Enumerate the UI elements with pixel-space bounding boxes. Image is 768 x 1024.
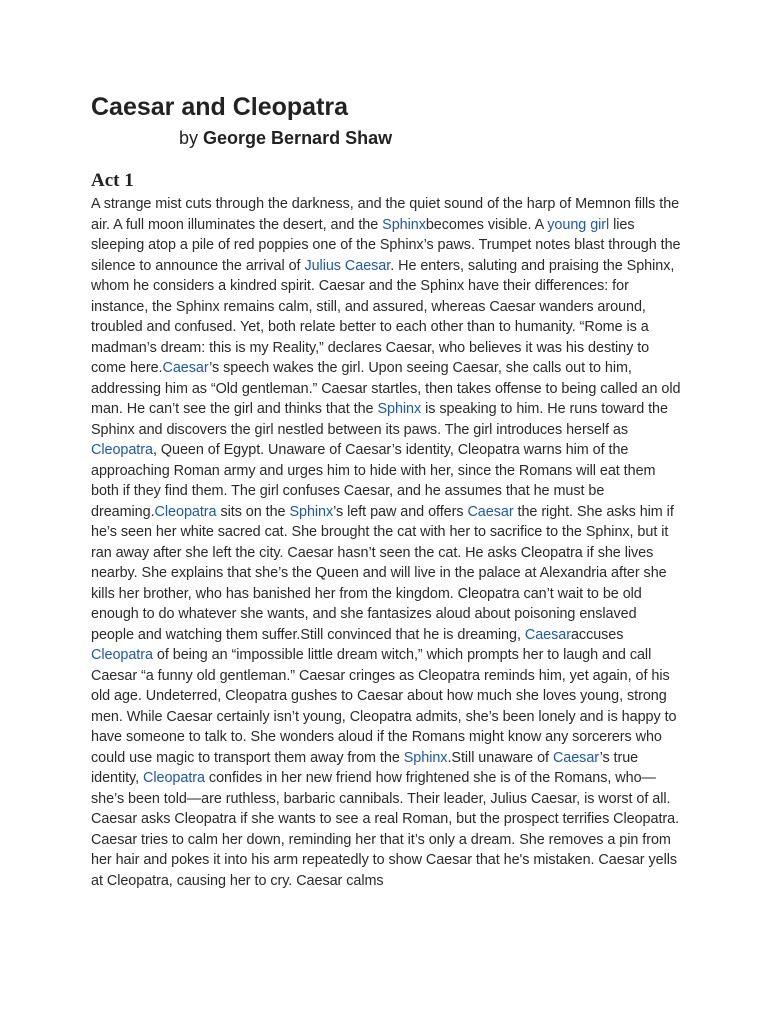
section-heading: Act 1 <box>91 170 134 191</box>
inline-link[interactable]: Caesar <box>552 749 600 766</box>
body-text-segment: becomes visible. A <box>425 216 548 233</box>
body-text-segment: confides in her new friend how frightened she is of the Romans, who—she’s been told—are ruthless, barbaric cannibals. Their leader, Julius Caesar, is worst of all. Caesar asks Cleopatra if she wants to see a real Roman, but the prospect terrifies Cleopatra. Caesar tries to calm her down, reminding her that it’s only a dream. She removes a pin from her hair and pokes it into his arm repeatedly to show Caesar that he's mistaken. Caesar yells at Cleopatra, causing her to cry. Caesar calms <box>91 770 680 889</box>
inline-link[interactable]: Sphinx <box>289 503 334 520</box>
body-text-segment: accuses <box>570 626 624 643</box>
body-text-segment: .Still unaware of <box>447 749 553 766</box>
inline-link[interactable]: Sphinx <box>382 216 426 233</box>
body-text-segment: sits on the <box>216 503 290 520</box>
body-paragraph <box>91 194 681 891</box>
body-text-segment: of being an “impossible little dream witch,” which prompts her to laugh and call Caesar “a funny old gentleman.” Caesar cringes as Cleopatra reminds him, yet again, of his old age. Undeterred, Cleopatra gushes to Caesar about how much she loves young, strong men. While Caesar certainly isn’t young, Cleopatra admits, she’s been lonely and is happy to have someone to talk to. She wonders aloud if the Romans might know any sorcerers who could use magic to transport them away from the <box>91 647 677 766</box>
body-text-segment: ’s speech wakes the girl. Upon seeing Caesar, she calls out to him, addressing him as “Old gentleman.” Caesar startles, then takes offense to being called an old man. He can’t see the girl and thinks that the <box>91 360 681 417</box>
body-text-segment: A strange mist cuts through the darkness, and the quiet sound of the harp of Memnon fills the air. A full moon illuminates the desert, and the <box>91 196 680 233</box>
body-text-segment: ’s left paw and offers <box>333 503 468 520</box>
inline-link[interactable]: Caesar <box>467 503 514 520</box>
body-text-segment: lies sleeping atop a pile of red poppies one of the Sphinx’s paws. Trumpet notes blast through the silence to announce the arrival of <box>91 216 681 274</box>
body-text-segment: . He enters, saluting and praising the Sphinx, whom he considers a kindred spirit. Caesar and the Sphinx have their differences: for instance, the Sphinx remains calm, still, and assured, whereas Caesar wanders around, troubled and confused. Yet, both relate better to each other than to humanity. “Rome is a madman’s dream: this is my Reality,” declares Caesar, who believes it was his destiny to come here. <box>91 257 675 376</box>
document-page <box>91 92 681 891</box>
inline-link[interactable]: Cleopatra <box>154 503 217 520</box>
inline-link[interactable]: Cleopatra <box>91 647 153 663</box>
body-text-segment: , Queen of Egypt. Unaware of Caesar’s identity, Cleopatra warns him of the approaching Roman army and urges him to hide with her, since the Romans will eat them both if they find them. The girl confuses Caesar, and he assumes that he must be dreaming. <box>91 442 656 520</box>
inline-link[interactable]: Sphinx <box>403 749 448 766</box>
inline-link[interactable]: Cleopatra <box>91 442 153 458</box>
body-text-segment: ’s true identity, <box>91 749 639 786</box>
inline-link[interactable]: Caesar <box>524 626 571 643</box>
inline-link[interactable]: Julius Caesar <box>304 257 391 274</box>
body-text-segment: is speaking to him. He runs toward the Sphinx and discovers the girl nestled between its paws. The girl introduces herself as <box>91 401 668 438</box>
inline-link[interactable]: young girl <box>547 216 610 233</box>
byline-prefix: by <box>179 128 199 148</box>
byline <box>179 126 681 150</box>
inline-link[interactable]: Cleopatra <box>143 770 205 786</box>
document-title: Caesar and Cleopatra <box>91 93 349 121</box>
inline-link[interactable]: Sphinx <box>377 401 422 417</box>
inline-link[interactable]: Caesar <box>162 360 210 376</box>
author-name: George Bernard Shaw <box>203 128 393 148</box>
body-text-segment: the right. She asks him if he’s seen her white sacred cat. She brought the cat with her to sacrifice to the Sphinx, but it ran away after she left the city. Caesar hasn’t seen the cat. He asks Cleopatra if she lives nearby. She explains that she’s the Queen and will live in the palace at Alexandria after she kills her brother, who has banished her from the kingdom. Cleopatra can’t wait to be old enough to do whatever she wants, and she fantasizes aloud about poisoning enslaved people and watching them suffer.Still convinced that he is dreaming, <box>91 503 674 643</box>
